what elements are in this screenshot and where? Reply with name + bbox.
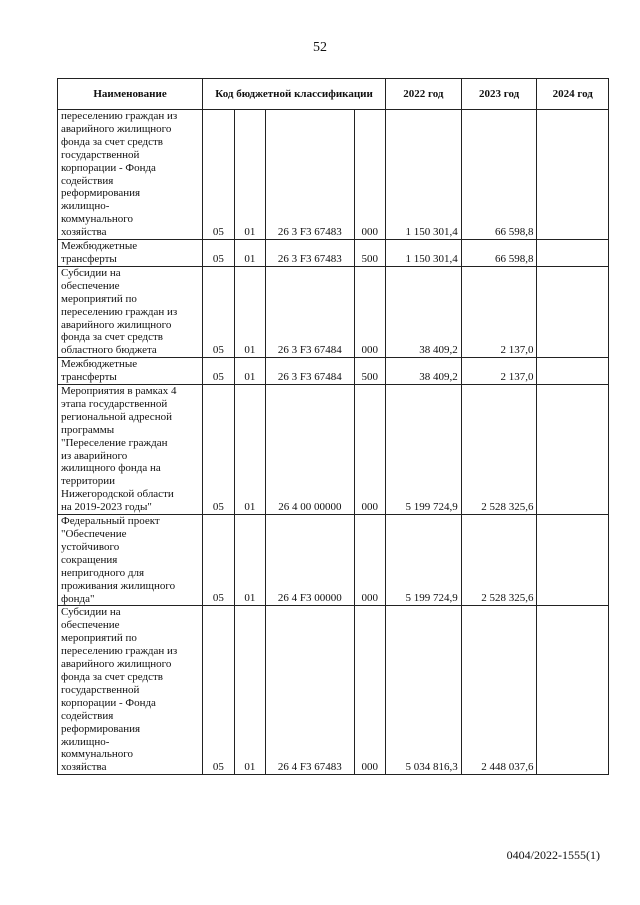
expense-type-code: 000 (354, 266, 386, 357)
row-name-line: содействия (61, 174, 114, 187)
subsection-code: 01 (234, 110, 266, 240)
amount-2022: 38 409,2 (386, 266, 462, 357)
amount-2023: 66 598,8 (461, 110, 537, 240)
row-name-line: переселению граждан из (61, 305, 178, 318)
amount-2024 (537, 606, 609, 775)
target-article-code: 26 4 00 00000 (266, 385, 354, 515)
table-row (58, 606, 609, 775)
row-name-line: фонда за счет средств (61, 670, 163, 683)
target-article-code: 26 3 F3 67484 (266, 358, 354, 385)
row-name-line: Субсидии на (61, 266, 121, 279)
amount-2023: 2 528 325,6 (461, 385, 537, 515)
row-name-line: обеспечение (61, 619, 120, 632)
row-name (58, 240, 203, 267)
section-code: 05 (203, 266, 235, 357)
target-article-code: 26 3 F3 67484 (266, 266, 354, 357)
subsection-code: 01 (234, 266, 266, 357)
amount-2024 (537, 515, 609, 606)
row-name-line: проживания жилищного (61, 579, 176, 592)
section-code: 05 (203, 385, 235, 515)
row-name (58, 266, 203, 357)
row-name (58, 358, 203, 385)
amount-2024 (537, 358, 609, 385)
target-article-code: 26 4 F3 00000 (266, 515, 354, 606)
row-name-line: мероприятий по (61, 632, 137, 645)
amount-2022: 5 199 724,9 (386, 515, 462, 606)
row-name-line: региональной адресной (61, 410, 172, 423)
row-name-line: Мероприятия в рамках 4 (61, 385, 177, 398)
row-name-line: корпорации - Фонда (61, 161, 156, 174)
table-row (58, 515, 609, 606)
row-name-line: хозяйства (61, 226, 107, 239)
row-name-line: корпорации - Фонда (61, 696, 156, 709)
table-row (58, 358, 609, 385)
row-name-line: аварийного жилищного (61, 122, 172, 135)
row-name-line: Межбюджетные (61, 358, 138, 371)
row-name-line: программы (61, 423, 115, 436)
row-name-line: Федеральный проект (61, 515, 160, 528)
header-budget-code: Код бюджетной классификации (203, 79, 386, 110)
section-code: 05 (203, 515, 235, 606)
header-2023: 2023 год (461, 79, 537, 110)
table-row (58, 385, 609, 515)
section-code: 05 (203, 240, 235, 267)
row-name-line: переселению граждан из (61, 645, 178, 658)
row-name-line: реформирования (61, 722, 141, 735)
amount-2022: 1 150 301,4 (386, 240, 462, 267)
header-name: Наименование (58, 79, 203, 110)
section-code: 05 (203, 110, 235, 240)
row-name-line: сокращения (61, 553, 118, 566)
row-name-line: Межбюджетные (61, 240, 138, 253)
table-row (58, 240, 609, 267)
target-article-code: 26 4 F3 67483 (266, 606, 354, 775)
header-2024: 2024 год (537, 79, 609, 110)
row-name-line: мероприятий по (61, 292, 137, 305)
amount-2024 (537, 266, 609, 357)
row-name-line: "Обеспечение (61, 528, 127, 540)
row-name-line: содействия (61, 709, 114, 722)
budget-table (57, 78, 609, 775)
header-2022: 2022 год (386, 79, 462, 110)
target-article-code: 26 3 F3 67483 (266, 240, 354, 267)
amount-2023: 2 448 037,6 (461, 606, 537, 775)
row-name-line: территории (61, 475, 116, 488)
expense-type-code: 000 (354, 606, 386, 775)
row-name-line: устойчивого (61, 540, 120, 553)
amount-2024 (537, 385, 609, 515)
table-row (58, 110, 609, 240)
row-name-line: аварийного жилищного (61, 318, 172, 331)
row-name (58, 606, 203, 775)
row-name-line: трансферты (61, 371, 117, 384)
section-code: 05 (203, 606, 235, 775)
row-name-line: фонда за счет средств (61, 331, 163, 344)
expense-type-code: 000 (354, 385, 386, 515)
amount-2024 (537, 240, 609, 267)
expense-type-code: 500 (354, 240, 386, 267)
row-name-line: коммунального (61, 748, 133, 761)
target-article-code: 26 3 F3 67483 (266, 110, 354, 240)
row-name-line: "Переселение граждан (61, 436, 168, 449)
amount-2023: 66 598,8 (461, 240, 537, 267)
row-name-line: государственной (61, 148, 140, 161)
amount-2022: 38 409,2 (386, 358, 462, 385)
row-name-line: жилищного фонда на (61, 462, 161, 475)
table-row (58, 266, 609, 357)
row-name-line: из аварийного (61, 449, 128, 462)
amount-2024 (537, 110, 609, 240)
page-number: 52 (313, 40, 327, 55)
subsection-code: 01 (234, 385, 266, 515)
row-name-line: Субсидии на (61, 606, 121, 619)
row-name-line: непригодного для (61, 566, 145, 579)
row-name-line: Нижегородской области (61, 488, 174, 501)
row-name (58, 385, 203, 515)
row-name-line: государственной (61, 683, 140, 696)
amount-2022: 5 199 724,9 (386, 385, 462, 515)
row-name-line: переселению граждан из (61, 110, 178, 122)
row-name-line: фонда за счет средств (61, 135, 163, 148)
subsection-code: 01 (234, 606, 266, 775)
expense-type-code: 000 (354, 515, 386, 606)
row-name-line: жилищно- (61, 200, 110, 213)
amount-2023: 2 137,0 (461, 266, 537, 357)
row-name-line: хозяйства (61, 761, 107, 774)
amount-2022: 5 034 816,3 (386, 606, 462, 775)
subsection-code: 01 (234, 358, 266, 385)
row-name-line: этапа государственной (61, 397, 168, 410)
footer-document-code: 0404/2022-1555(1) (506, 848, 600, 862)
expense-type-code: 000 (354, 110, 386, 240)
subsection-code: 01 (234, 515, 266, 606)
section-code: 05 (203, 358, 235, 385)
expense-type-code: 500 (354, 358, 386, 385)
subsection-code: 01 (234, 240, 266, 267)
row-name-line: жилищно- (61, 735, 110, 748)
row-name-line: коммунального (61, 213, 133, 226)
row-name-line: обеспечение (61, 279, 120, 292)
row-name (58, 110, 203, 240)
row-name-line: трансферты (61, 252, 117, 265)
row-name-line: фонда" (61, 592, 95, 605)
row-name-line: реформирования (61, 187, 141, 200)
table-header-row (58, 79, 609, 110)
row-name-line: аварийного жилищного (61, 658, 172, 671)
row-name-line: на 2019-2023 годы" (61, 501, 152, 514)
amount-2022: 1 150 301,4 (386, 110, 462, 240)
row-name-line: областного бюджета (61, 344, 157, 357)
amount-2023: 2 528 325,6 (461, 515, 537, 606)
amount-2023: 2 137,0 (461, 358, 537, 385)
row-name (58, 515, 203, 606)
